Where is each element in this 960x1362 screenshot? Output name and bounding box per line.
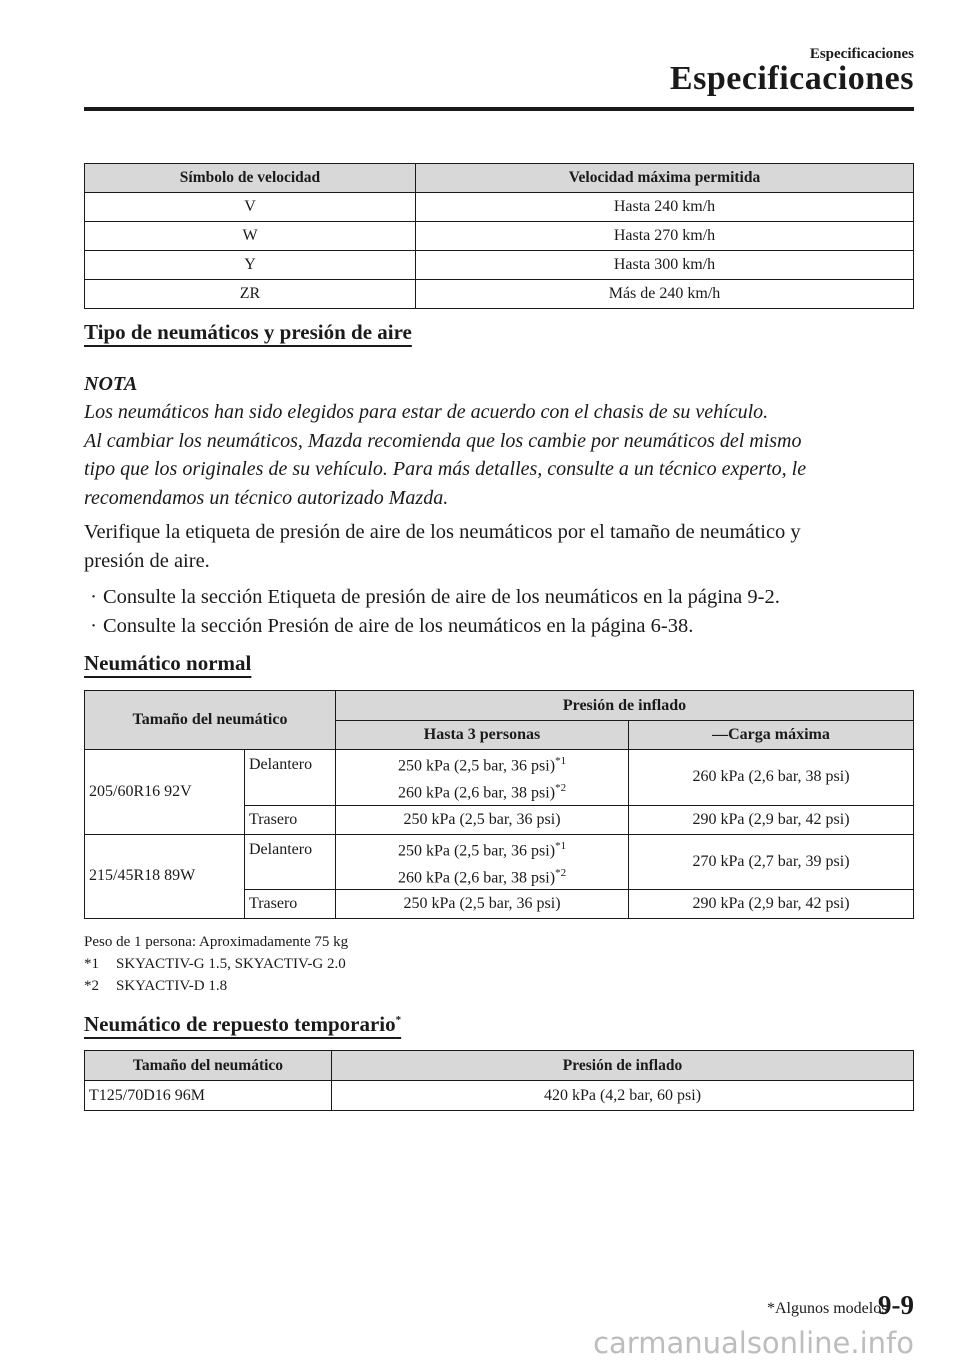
table-cell: Hasta 300 km/h bbox=[416, 251, 914, 280]
table-cell: 290 kPa (2,9 bar, 42 psi) bbox=[629, 890, 914, 919]
table-cell: Más de 240 km/h bbox=[416, 280, 914, 309]
axle-label: Trasero bbox=[245, 890, 336, 919]
footer-note: *Algunos modelos bbox=[767, 1300, 888, 1317]
footnote-mark: *1 bbox=[84, 956, 99, 972]
table-cell: 250 kPa (2,5 bar, 36 psi) bbox=[336, 805, 629, 834]
table-row bbox=[85, 280, 914, 309]
header-rule bbox=[84, 107, 914, 111]
body-line: Verifique la etiqueta de presión de aire de los neumáticos por el tamaño de neumático y bbox=[84, 521, 801, 543]
note-line: recomendamos un técnico autorizado Mazda. bbox=[84, 486, 449, 509]
axle-label: Trasero bbox=[245, 805, 336, 834]
body-paragraph bbox=[84, 518, 914, 576]
footnote-item bbox=[84, 975, 348, 997]
table-cell: 290 kPa (2,9 bar, 42 psi) bbox=[629, 805, 914, 834]
spare-tire-table bbox=[84, 1050, 914, 1111]
tire-pressure-table bbox=[84, 690, 914, 919]
tire-size-cell: 205/60R16 92V bbox=[85, 750, 245, 835]
table-cell: 270 kPa (2,7 bar, 39 psi) bbox=[629, 834, 914, 890]
footnote-mark: *2 bbox=[555, 866, 567, 879]
footnote-mark: *2 bbox=[84, 978, 99, 994]
footnote-mark: *2 bbox=[555, 782, 567, 795]
column-header: Velocidad máxima permitida bbox=[416, 164, 914, 193]
bullet-text: Consulte la sección Presión de aire de los neumáticos en la página 6-38. bbox=[103, 615, 694, 637]
footnotes bbox=[84, 931, 348, 997]
table-cell: V bbox=[85, 193, 416, 222]
footnote-text: SKYACTIV-G 1.5, SKYACTIV-G 2.0 bbox=[116, 956, 346, 972]
section-heading-tire-type: Tipo de neumáticos y presión de aire bbox=[84, 320, 412, 344]
column-header: —Carga máxima bbox=[629, 721, 914, 750]
column-header: Tamaño del neumático bbox=[85, 691, 336, 750]
watermark: carmanualsonline.info bbox=[593, 1326, 914, 1360]
note-line: Al cambiar los neumáticos, Mazda recomienda que los cambie por neumáticos del mismo bbox=[84, 429, 802, 452]
speed-symbol-table bbox=[84, 163, 914, 309]
table-cell: 260 kPa (2,6 bar, 38 psi) bbox=[629, 750, 914, 806]
table-row bbox=[85, 1081, 914, 1111]
section-heading-spare-tire bbox=[84, 1012, 401, 1037]
column-header: Tamaño del neumático bbox=[85, 1051, 332, 1081]
table-header-row bbox=[85, 1051, 914, 1081]
table-cell: Hasta 240 km/h bbox=[416, 193, 914, 222]
page-number: 9-9 bbox=[878, 1290, 914, 1320]
column-header: Hasta 3 personas bbox=[336, 721, 629, 750]
table-cell: W bbox=[85, 222, 416, 251]
list-item bbox=[84, 615, 693, 638]
pressure-value: 260 kPa (2,6 bar, 38 psi) bbox=[397, 869, 556, 887]
table-cell: Y bbox=[85, 251, 416, 280]
table-row bbox=[85, 193, 914, 222]
table-row bbox=[85, 222, 914, 251]
column-header: Presión de inflado bbox=[336, 691, 914, 721]
section-heading-normal-tire: Neumático normal bbox=[84, 651, 252, 675]
section-heading-text: Neumático de repuesto temporario bbox=[84, 1012, 396, 1036]
table-row bbox=[85, 251, 914, 280]
page-title: Especificaciones bbox=[669, 60, 914, 97]
footnote-mark: *1 bbox=[555, 755, 567, 767]
table-cell bbox=[336, 834, 629, 890]
pressure-value: 250 kPa (2,5 bar, 36 psi) bbox=[397, 757, 556, 775]
pressure-value: 260 kPa (2,6 bar, 38 psi) bbox=[397, 784, 556, 802]
axle-label: Delantero bbox=[245, 750, 336, 806]
running-header: Especificaciones bbox=[809, 46, 914, 62]
table-cell: Hasta 270 km/h bbox=[416, 222, 914, 251]
table-cell: 420 kPa (4,2 bar, 60 psi) bbox=[332, 1081, 914, 1111]
footnote-item bbox=[84, 953, 348, 975]
footnote-mark: *1 bbox=[555, 839, 567, 852]
footnote-mark: * bbox=[395, 1014, 402, 1026]
table-header-row bbox=[85, 691, 914, 721]
note-text bbox=[84, 398, 914, 512]
column-header: Símbolo de velocidad bbox=[85, 164, 416, 193]
table-cell: ZR bbox=[85, 280, 416, 309]
pressure-value: 250 kPa (2,5 bar, 36 psi) bbox=[397, 841, 556, 859]
list-item bbox=[84, 586, 780, 609]
footnote-text: SKYACTIV-D 1.8 bbox=[116, 978, 228, 994]
note-line: tipo que los originales de su vehículo. Para más detalles, consulte a un técnico experto, le bbox=[84, 458, 807, 480]
table-cell: 250 kPa (2,5 bar, 36 psi) bbox=[336, 890, 629, 919]
tire-size-cell: 215/45R18 89W bbox=[85, 834, 245, 919]
axle-label: Delantero bbox=[245, 834, 336, 890]
table-cell: T125/70D16 96M bbox=[85, 1081, 332, 1111]
table-row bbox=[85, 750, 914, 806]
table-row bbox=[85, 834, 914, 890]
bullet-text: Consulte la sección Etiqueta de presión de aire de los neumáticos en la página 9-2. bbox=[103, 586, 780, 608]
note-line: Los neumáticos han sido elegidos para estar de acuerdo con el chasis de su vehículo. bbox=[84, 401, 769, 423]
column-header: Presión de inflado bbox=[332, 1051, 914, 1081]
body-line: presión de aire. bbox=[84, 550, 210, 572]
note-title: NOTA bbox=[84, 373, 138, 395]
table-header-row bbox=[85, 164, 914, 193]
bullet-icon: · bbox=[90, 586, 97, 608]
bullet-icon: · bbox=[90, 615, 97, 637]
table-cell bbox=[336, 750, 629, 806]
footnote-weight: Peso de 1 persona: Aproximadamente 75 kg bbox=[84, 934, 349, 950]
